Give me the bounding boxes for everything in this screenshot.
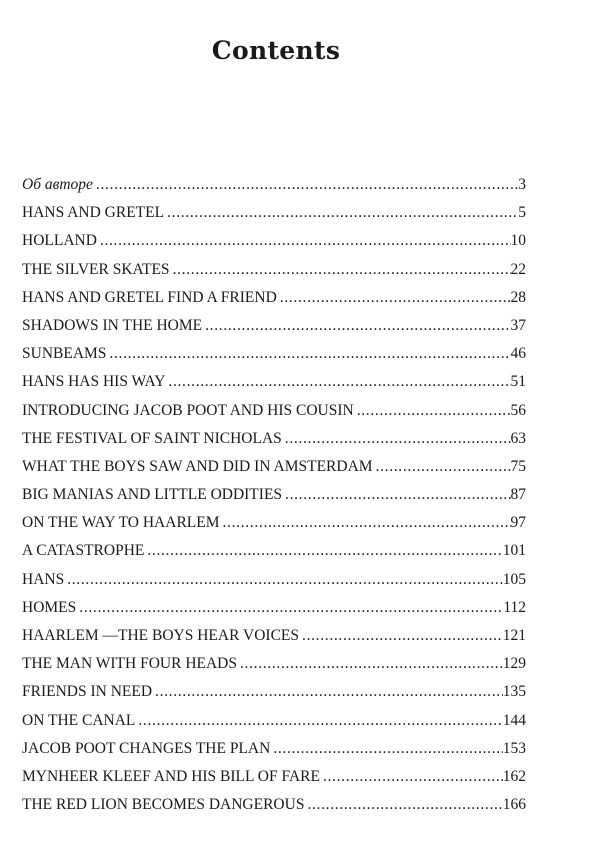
dot-leader [202,312,510,340]
dot-leader [220,509,511,537]
dot-leader [93,171,518,199]
toc-entry-title: HANS [22,570,65,588]
toc-entry-page-number: 22 [510,260,526,278]
toc-entry[interactable] [22,256,526,284]
toc-entry-title: JACOB POOT CHANGES THE PLAN [22,739,271,757]
toc-entry-title: FRIENDS IN NEED [22,683,153,701]
toc-entry-title: BIG MANIAS AND LITTLE ODDITIES [22,486,283,504]
toc-entry[interactable] [22,509,526,537]
toc-entry-page-number: 56 [510,401,526,419]
dot-leader [106,340,510,368]
dot-leader [164,199,518,227]
toc-entry[interactable] [22,763,526,791]
toc-entry-page-number: 3 [518,176,526,193]
toc-entry[interactable] [22,284,526,312]
toc-entry-page-number: 46 [510,345,526,363]
toc-entry-title: HANS AND GRETEL FIND A FRIEND [22,288,277,306]
dot-leader [170,256,511,284]
toc-entry-page-number: 97 [510,514,526,532]
toc-entry-page-number: 105 [502,570,526,588]
toc-entry-page-number: 51 [510,373,526,391]
toc-entry-title: SHADOWS IN THE HOME [22,316,203,334]
toc-entry-title: WHAT THE BOYS SAW AND DID IN AMSTERDAM [22,457,373,475]
dot-leader [64,566,503,594]
toc-entry-title: A CATASTROPHE [22,542,145,560]
toc-entry-title: MYNHEER KLEEF AND HIS BILL OF FARE [22,767,320,785]
dot-leader [237,650,503,678]
toc-entry-page-number: 162 [502,767,526,785]
toc-entry[interactable] [22,707,526,735]
toc-entry-title: THE FESTIVAL OF SAINT NICHOLAS [22,429,282,447]
toc-entry-page-number: 101 [502,542,526,560]
toc-entry[interactable] [22,397,526,425]
toc-entry-title: HANS AND GRETEL [22,204,165,222]
toc-entry-title: THE MAN WITH FOUR HEADS [22,655,237,673]
toc-entry[interactable] [22,340,526,368]
toc-entry-page-number: 129 [502,655,526,673]
dot-leader [282,481,510,509]
dot-leader [270,735,502,763]
toc-entry-title: THE SILVER SKATES [22,260,170,278]
toc-entry[interactable] [22,594,526,622]
toc-entry[interactable] [22,650,526,678]
table-of-contents [22,171,526,819]
toc-entry-page-number: 37 [510,316,526,334]
toc-entry-page-number: 112 [503,598,526,616]
toc-entry-page-number: 5 [518,204,526,222]
dot-leader [320,763,503,791]
toc-entry-title: Об авторе [22,176,93,193]
dot-leader [282,425,511,453]
dot-leader [354,397,511,425]
toc-entry-title: HANS HAS HIS WAY [22,373,166,391]
toc-entry-title: HAARLEM —THE BOYS HEAR VOICES [22,627,300,644]
toc-entry[interactable] [22,622,526,650]
dot-leader [144,537,502,565]
page-title: Contents [211,36,341,65]
toc-entry-title: ON THE CANAL [22,711,136,729]
toc-entry[interactable] [22,199,526,227]
toc-entry[interactable] [22,481,526,509]
dot-leader [299,622,503,650]
toc-entry-page-number: 144 [502,711,526,729]
toc-entry-page-number: 75 [510,457,526,475]
dot-leader [277,284,511,312]
toc-entry-page-number: 166 [502,796,526,814]
dot-leader [373,453,511,481]
dot-leader [135,707,502,735]
dot-leader [165,368,510,396]
toc-entry[interactable] [22,678,526,706]
toc-entry[interactable] [22,453,526,481]
toc-entry-page-number: 135 [502,683,526,701]
dot-leader [97,227,511,255]
toc-entry[interactable] [22,368,526,396]
toc-entry-page-number: 63 [510,429,526,447]
toc-entry[interactable] [22,227,526,255]
toc-entry-page-number: 153 [502,739,526,757]
toc-entry-title: ON THE WAY TO HAARLEM [22,514,220,532]
toc-entry-page-number: 10 [510,232,526,250]
toc-entry[interactable] [22,566,526,594]
toc-entry-title: INTRODUCING JACOB POOT AND HIS COUSIN [22,401,354,419]
dot-leader [152,678,503,706]
toc-entry[interactable] [22,171,526,199]
dot-leader [76,594,503,622]
toc-entry[interactable] [22,312,526,340]
toc-entry[interactable] [22,735,526,763]
toc-entry-page-number: 121 [502,627,526,644]
toc-entry[interactable] [22,791,526,819]
toc-entry-page-number: 87 [510,486,526,504]
toc-entry-page-number: 28 [510,288,526,306]
dot-leader [304,791,502,819]
toc-entry-title: SUNBEAMS [22,345,107,363]
toc-entry-title: HOMES [22,598,77,616]
toc-entry[interactable] [22,537,526,565]
toc-entry[interactable] [22,425,526,453]
toc-entry-title: THE RED LION BECOMES DANGEROUS [22,796,305,814]
toc-entry-title: HOLLAND [22,232,97,250]
